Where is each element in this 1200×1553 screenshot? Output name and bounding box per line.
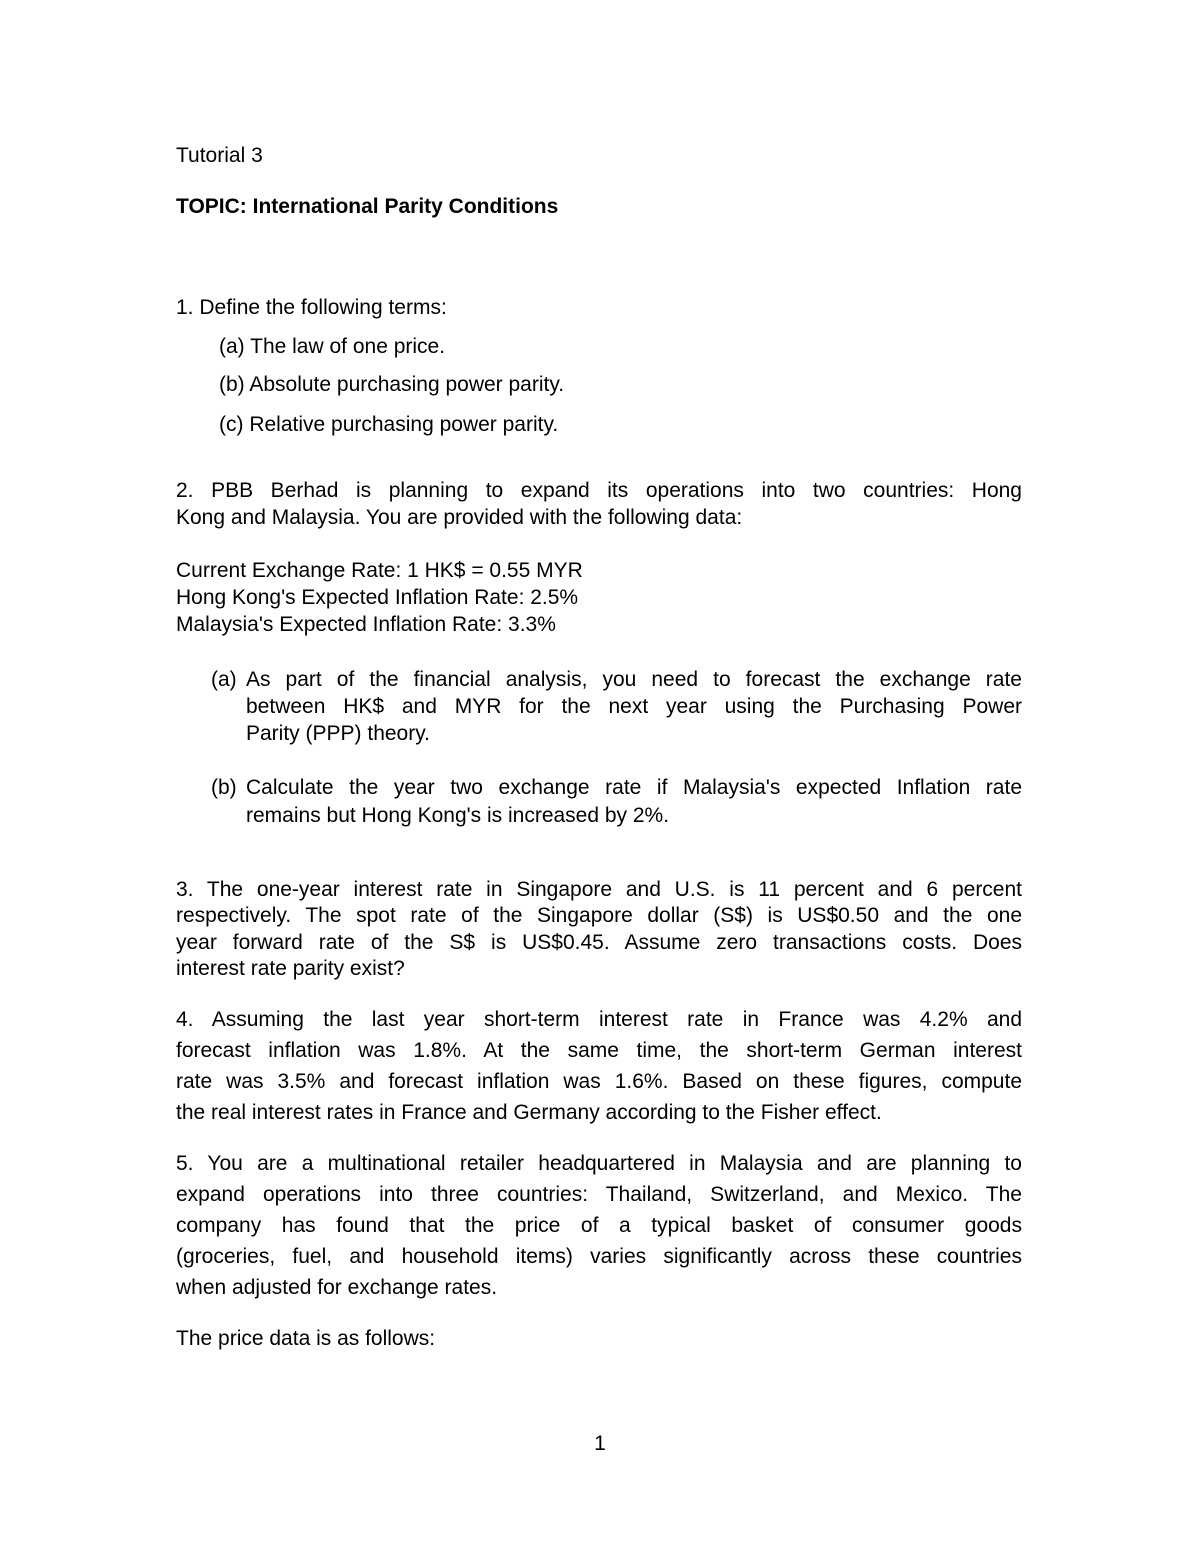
q5-line-5: when adjusted for exchange rates.: [176, 1276, 498, 1299]
q4-line-4: the real interest rates in France and Germany according to the Fisher effect.: [176, 1101, 882, 1124]
q1-item-c: (c) Relative purchasing power parity.: [219, 413, 559, 436]
q1-prompt: 1. Define the following terms:: [176, 296, 447, 319]
q4-line-1: 4. Assuming the last year short-term interest rate in France was 4.2% and: [176, 1008, 1022, 1031]
q5-line-4: (groceries, fuel, and household items) varies significantly across these countries: [176, 1245, 1022, 1268]
tutorial-label: Tutorial 3: [176, 144, 263, 167]
q5-price-intro: The price data is as follows:: [176, 1327, 436, 1350]
q2-data-exchange-rate: Current Exchange Rate: 1 HK$ = 0.55 MYR: [176, 559, 583, 582]
q5-line-1: 5. You are a multinational retailer headquartered in Malaysia and are planning to: [176, 1152, 1022, 1175]
q2a-line-2: between HK$ and MYR for the next year using the Purchasing Power: [246, 695, 1022, 718]
q3-line-4: interest rate parity exist?: [176, 957, 405, 980]
topic-title: TOPIC: International Parity Conditions: [176, 195, 559, 218]
q1-item-a: (a) The law of one price.: [219, 335, 446, 358]
q5-line-2: expand operations into three countries: Thailand, Switzerland, and Mexico. The: [176, 1183, 1022, 1206]
q2b-line-2: remains but Hong Kong's is increased by 2%.: [246, 804, 670, 827]
q3-line-2: respectively. The spot rate of the Singapore dollar (S$) is US$0.50 and the one: [176, 904, 1022, 927]
q2-data-hk-inflation: Hong Kong's Expected Inflation Rate: 2.5%: [176, 586, 579, 609]
q5-line-3: company has found that the price of a typical basket of consumer goods: [176, 1214, 1022, 1237]
q2-line-2: Kong and Malaysia. You are provided with the following data:: [176, 506, 743, 529]
page-number: 1: [594, 1432, 606, 1455]
q2-line-1: 2. PBB Berhad is planning to expand its operations into two countries: Hong: [176, 479, 1022, 502]
q2b-marker: (b): [211, 776, 237, 799]
q2a-line-1: As part of the financial analysis, you need to forecast the exchange rate: [246, 668, 1022, 691]
q1-item-b: (b) Absolute purchasing power parity.: [219, 373, 565, 396]
q4-line-3: rate was 3.5% and forecast inflation was 1.6%. Based on these figures, compute: [176, 1070, 1022, 1093]
q2-data-my-inflation: Malaysia's Expected Inflation Rate: 3.3%: [176, 613, 556, 636]
q3-line-3: year forward rate of the S$ is US$0.45. Assume zero transactions costs. Does: [176, 931, 1022, 954]
q2a-marker: (a): [211, 668, 237, 691]
q4-line-2: forecast inflation was 1.8%. At the same time, the short-term German interest: [176, 1039, 1022, 1062]
q2b-line-1: Calculate the year two exchange rate if Malaysia's expected Inflation rate: [246, 776, 1022, 799]
q2a-line-3: Parity (PPP) theory.: [246, 722, 430, 745]
q3-line-1: 3. The one-year interest rate in Singapore and U.S. is 11 percent and 6 percent: [176, 878, 1022, 901]
